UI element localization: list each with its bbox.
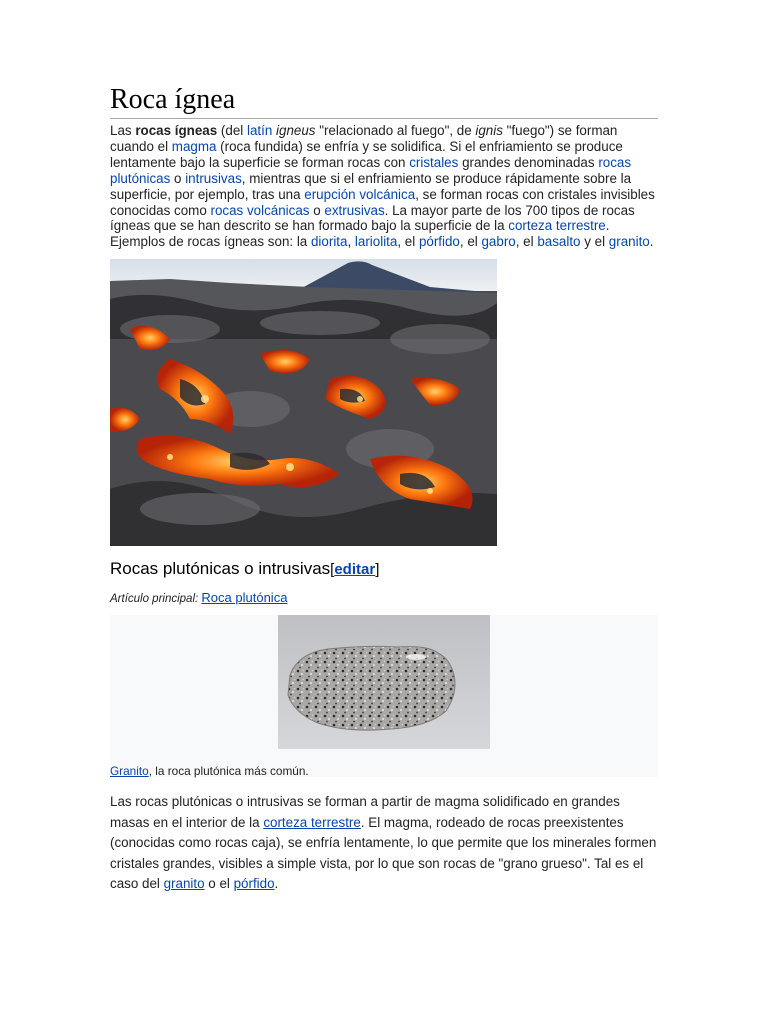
text-run: , se forman rocas con cristales invisibles conocidas como [110,186,655,218]
inline-link[interactable]: gabro [481,234,516,250]
section-paragraph [110,792,658,895]
edit-bracket-open: [ [330,561,335,579]
inline-link[interactable]: granito [608,234,650,250]
text-run: "relacionado al fuego", de [315,123,476,138]
text-run: Las [110,123,136,138]
inline-link[interactable]: lariolita [354,234,398,250]
section-heading [110,558,658,581]
edit-bracket-close: ] [375,561,380,579]
inline-link[interactable]: corteza terrestre [263,814,361,830]
text-run: grandes denominadas [458,154,599,170]
lava-flow-image [110,259,497,546]
inline-link[interactable]: corteza terrestre [508,218,606,234]
inline-link[interactable]: extrusivas [324,202,385,218]
bold-term: rocas ígneas [135,123,218,138]
granite-figure [110,615,658,777]
text-run: o el [204,876,234,892]
caption-granito-link[interactable]: Granito [110,764,149,779]
figure-caption [110,764,309,778]
edit-section-link[interactable]: editar [334,561,376,579]
text-run: y el [580,234,609,250]
inline-link[interactable]: rocas plutónicas [110,154,632,186]
granite-image [278,615,490,749]
section-heading-text: Rocas plutónicas o intrusivas [110,559,331,579]
text-run: . Ejemplos de rocas ígneas son: la [110,218,610,250]
text-run: (del [217,123,247,138]
inline-link[interactable]: basalto [537,234,581,250]
inline-link[interactable]: rocas volcánicas [210,202,310,218]
inline-link[interactable]: cristales [409,154,459,170]
inline-link[interactable]: magma [171,138,217,154]
inline-link[interactable]: diorita [310,234,348,250]
inline-link[interactable]: pórfido [233,876,275,892]
text-run: , [347,234,355,250]
text-run: . [274,876,279,892]
text-run: , mientras que si el enfriamiento se produce rápidamente sobre la superficie, por ejemplo, tras una [110,170,632,202]
main-article-link[interactable]: Roca plutónica [201,590,288,606]
hatnote-prefix: Artículo principal: [110,593,199,606]
edit-section [330,561,379,578]
text-run: , el [459,234,482,250]
italic-term: igneus [276,123,316,138]
inline-link[interactable]: erupción volcánica [304,186,416,202]
text-run: o [309,202,325,218]
text-run: . [649,234,654,250]
text-run: . La mayor parte de los 700 tipos de rocas ígneas que se han descrito se han formado bajo la superficie de la [110,202,635,234]
lead-paragraph [110,123,658,250]
inline-link[interactable]: pórfido [418,234,460,250]
inline-link[interactable]: latín [246,123,273,138]
text-run: (roca fundida) se enfría y se solidifica. Si el enfriamiento se produce lentamente bajo la superficie se forman rocas con [110,138,623,170]
text-run: "fuego") se forman cuando el [110,123,618,154]
text-run: , el [515,234,538,250]
text-run: , el [397,234,419,250]
text-run: . El magma, rodeado de rocas preexistentes (conocidas como rocas caja), se enfría lentamente, lo que permite que los minerales formen cristales grandes, visibles a simple vista, por lo que son rocas de "grano grueso". Tal es el caso del [110,814,657,892]
main-article-hatnote [110,590,658,607]
italic-term: ignis [475,123,503,138]
text-run: Las rocas plutónicas o intrusivas se forman a partir de magma solidificado en grandes masas en el interior de la [110,794,620,830]
caption-text: , la roca plutónica más común. [148,764,309,779]
text-run: o [170,170,186,186]
inline-link[interactable]: granito [163,876,205,892]
inline-link[interactable]: intrusivas [185,170,242,186]
article [110,84,658,908]
page-title: Roca ígnea [110,84,658,119]
